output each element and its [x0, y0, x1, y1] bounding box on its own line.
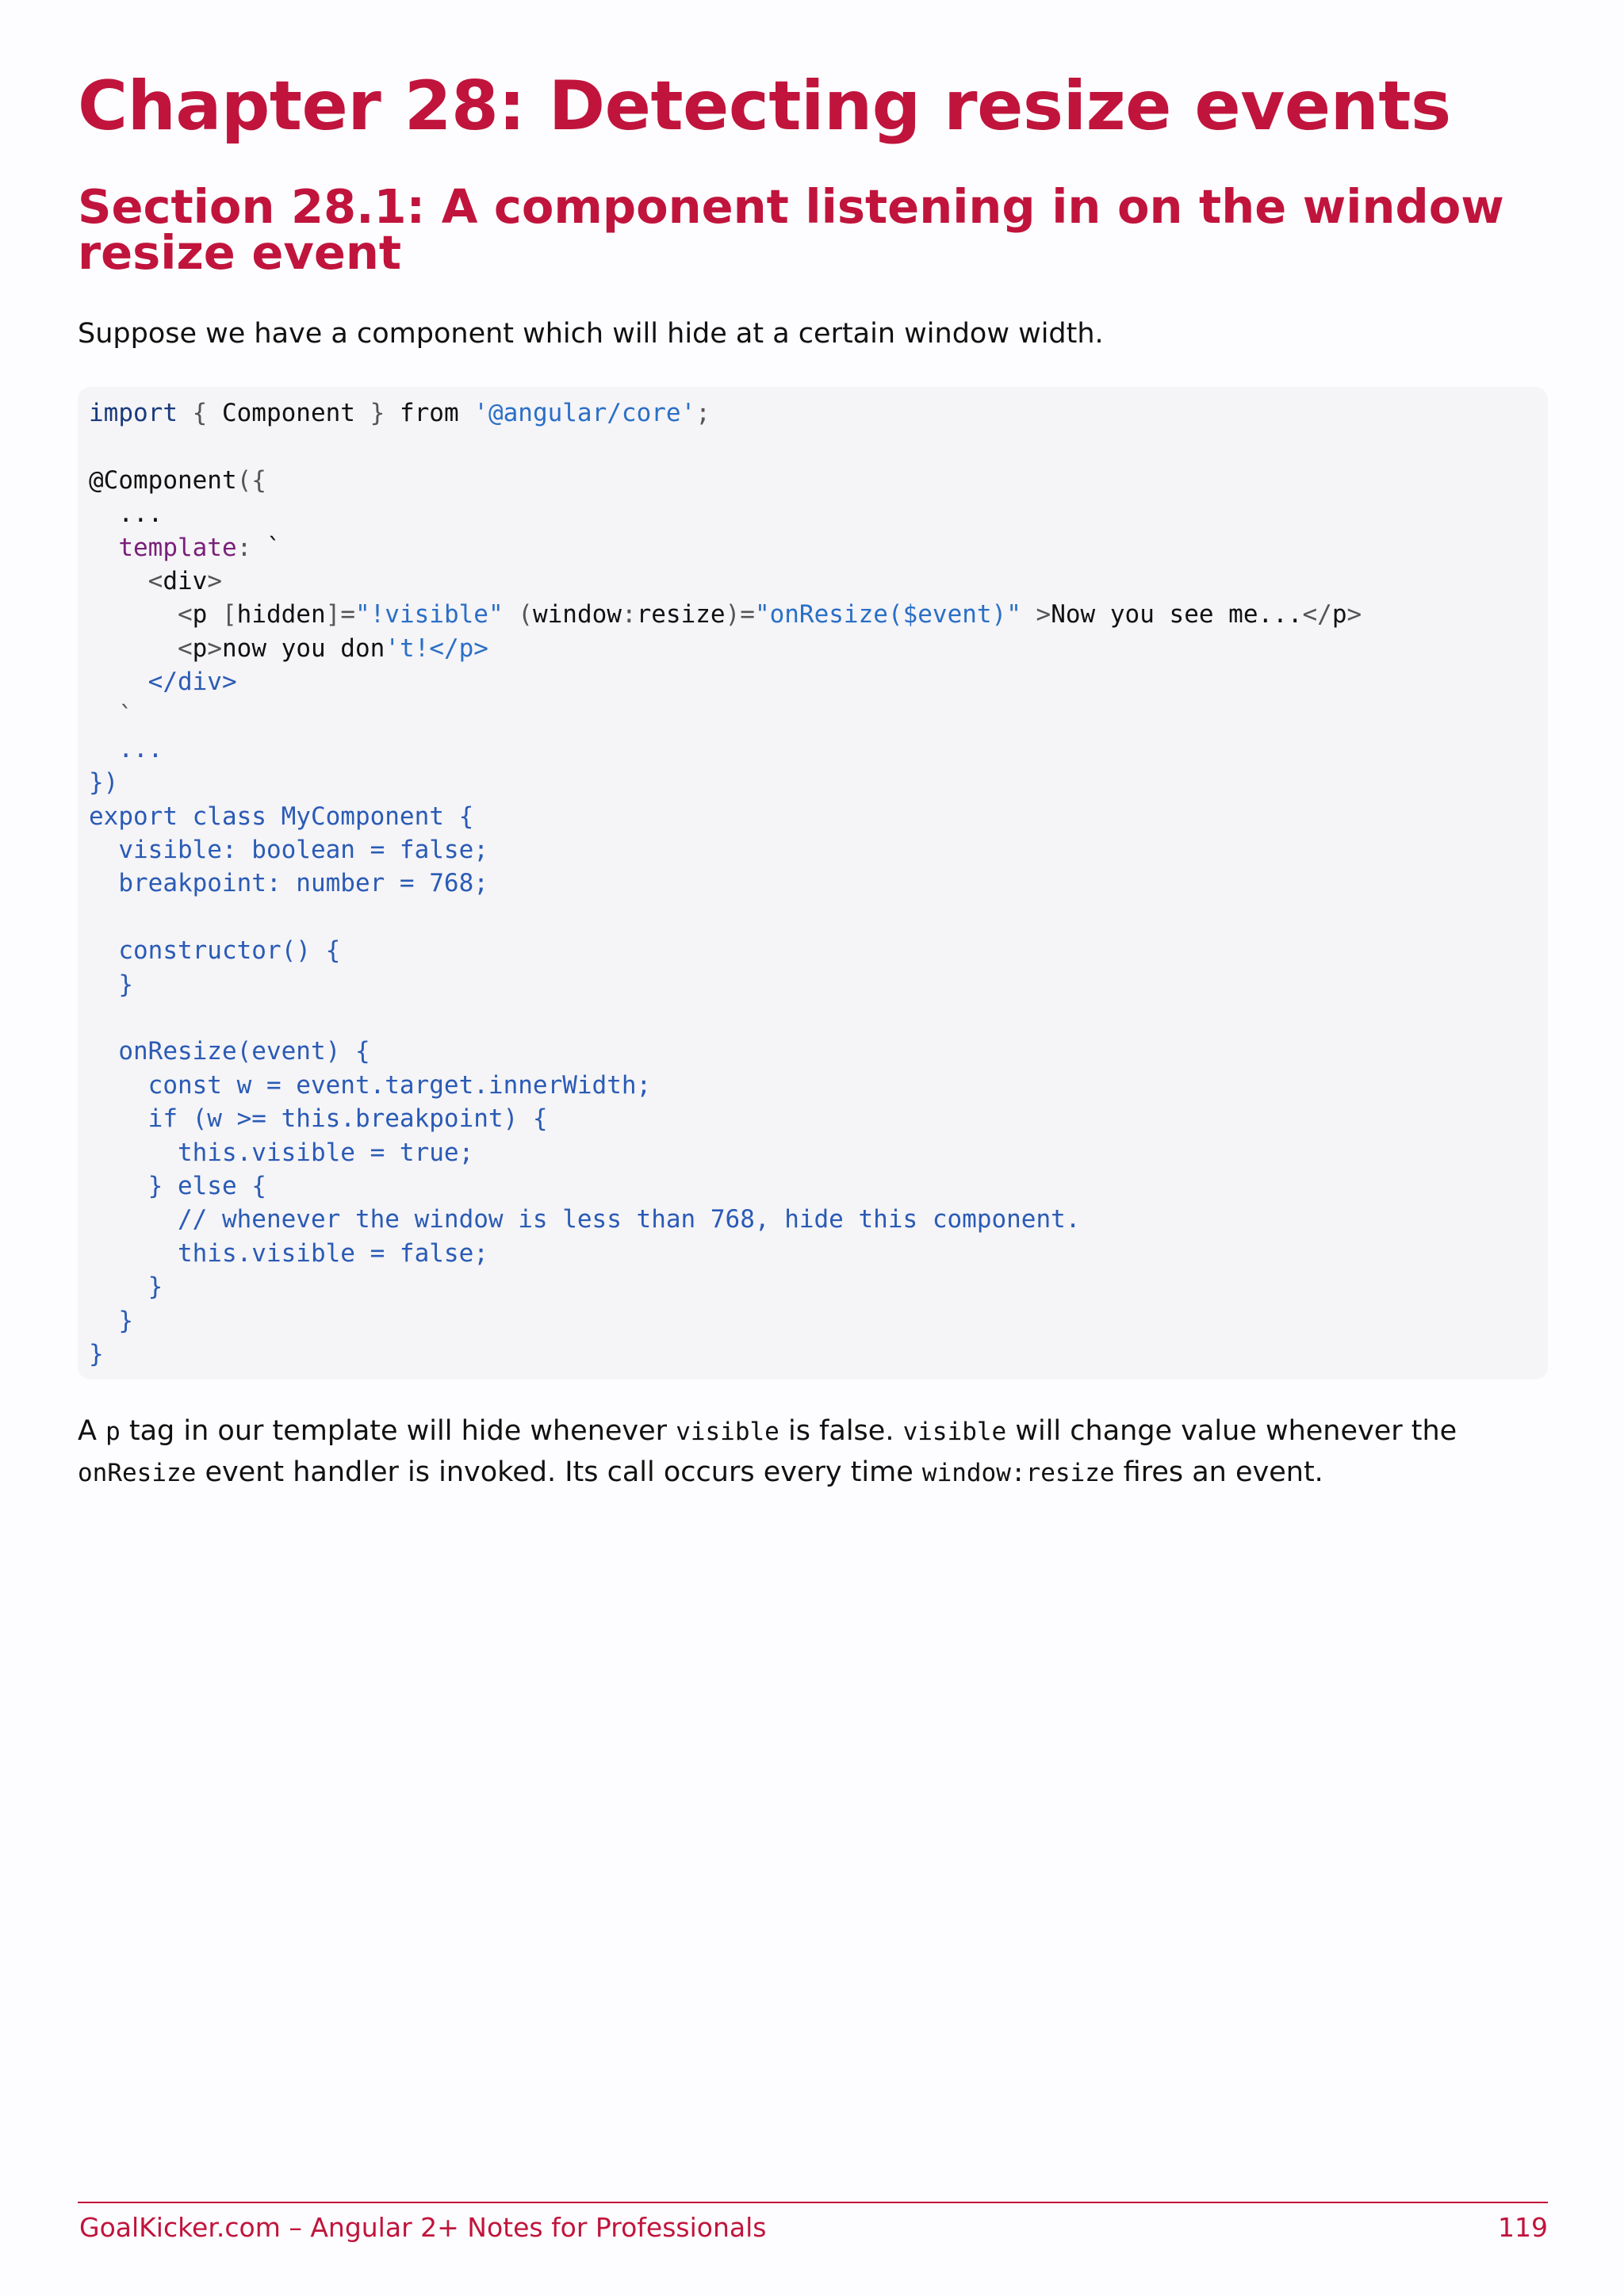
intro-paragraph: Suppose we have a component which will hide at a certain window width.: [78, 318, 1104, 350]
code-line: template: `: [89, 533, 282, 562]
code-line: import { Component } from '@angular/core';: [89, 399, 710, 427]
page-number: 119: [1498, 2212, 1548, 2243]
code-line: }): [89, 768, 119, 798]
code-line: }: [89, 970, 133, 999]
code-line: ...: [89, 499, 163, 529]
inline-code: window:resize: [921, 1459, 1115, 1487]
code-line: this.visible = false;: [89, 1238, 488, 1268]
code-line: this.visible = true;: [89, 1138, 474, 1167]
code-line: [89, 1001, 1548, 1035]
code-line: `: [89, 701, 133, 730]
code-line: export class MyComponent {: [89, 802, 474, 831]
code-line: }: [89, 1272, 163, 1302]
code-line: ...: [89, 734, 163, 763]
code-line: @Component({: [89, 465, 266, 495]
inline-code: onResize: [78, 1459, 197, 1487]
code-line: onResize(event) {: [89, 1037, 370, 1066]
code-line: [89, 430, 1548, 463]
code-line: }: [89, 1306, 133, 1335]
code-line: breakpoint: number = 768;: [89, 869, 488, 898]
code-line: if (w >= this.breakpoint) {: [89, 1104, 548, 1134]
code-line: <p>now you don't!</p>: [89, 633, 488, 663]
code-line: </div>: [89, 668, 237, 697]
section-title: Section 28.1: A component listening in on the window resize event: [78, 179, 1504, 280]
code-line: [89, 901, 1548, 934]
code-line: // whenever the window is less than 768, hide this component.: [89, 1205, 1081, 1234]
inline-code: p: [105, 1418, 121, 1446]
code-line: }: [89, 1339, 104, 1368]
inline-code: visible: [676, 1418, 779, 1446]
chapter-title: Chapter 28: Detecting resize events: [78, 67, 1451, 146]
footer-source: GoalKicker.com – Angular 2+ Notes for Professionals: [79, 2212, 767, 2243]
code-line: constructor() {: [89, 936, 341, 966]
explanation-paragraph: A p tag in our template will hide whenever visible is false. visible will change value whenever the onResize event handler is invoked. Its call occurs every time window:resize fires an event.: [78, 1415, 1457, 1488]
footer-divider: [78, 2202, 1548, 2203]
code-line: const w = event.target.innerWidth;: [89, 1070, 652, 1100]
code-line: } else {: [89, 1171, 266, 1200]
inline-code: visible: [902, 1418, 1007, 1446]
code-line: visible: boolean = false;: [89, 836, 488, 865]
code-line: <div>: [89, 566, 222, 595]
code-block: [78, 387, 1548, 1380]
code-line: <p [hidden]="!visible" (window:resize)="onResize($event)" >Now you see me...</p>: [89, 600, 1362, 629]
